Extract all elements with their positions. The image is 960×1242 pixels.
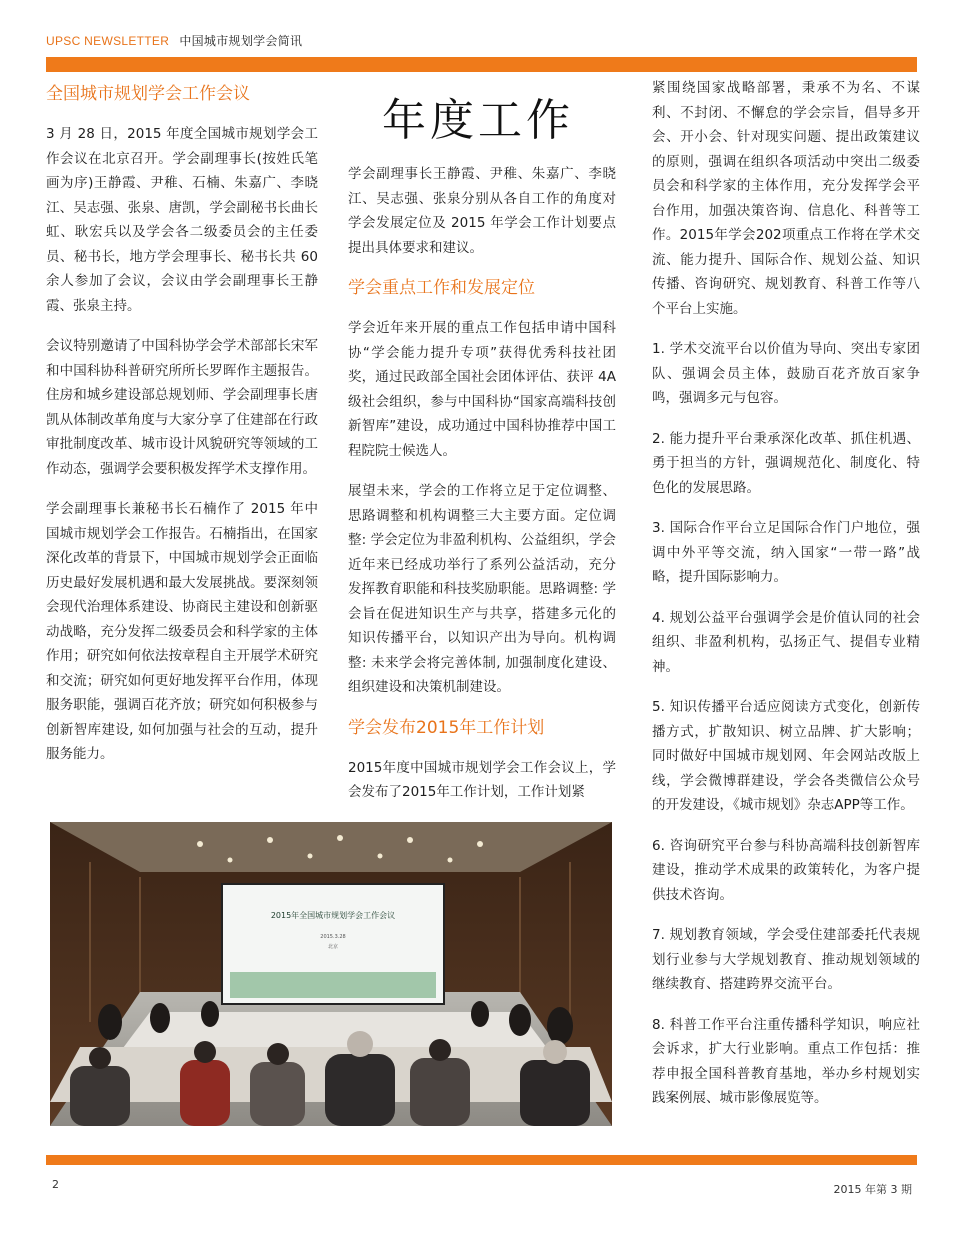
list-item: 7. 规划教育领域，学会受住建部委托代表规划行业参与大学规划教育、推动规划领域的继续教育、搭建跨界交流平台。 <box>652 927 920 992</box>
paragraph: 会议特别邀请了中国科协学会学术部部长宋军和中国科协科普研究所所长罗晖作主题报告。住房和城乡建设部总规划师、学会副理事长唐凯从体制改革角度与大家分享了住建部在行政审批制度改革、城市设计风貌研究等领域的工作动态，强调学会要积极发挥学术支撑作用。 <box>46 338 318 477</box>
page-title: 年度工作 <box>382 95 574 146</box>
list-item: 2. 能力提升平台秉承深化改革、抓住机遇、勇于担当的方针，强调规范化、制度化、特色化的发展思路。 <box>652 430 920 496</box>
list-item: 5. 知识传播平台适应阅读方式变化，创新传播方式，扩散知识、树立品牌、扩大影响；同时做好中国城市规划网、年会网站改版上线，学会微博群建设，学会各类微信公众号的开发建设，《城市规划》杂志APP等工作。 <box>652 699 920 813</box>
column-left <box>46 82 318 783</box>
section-heading-workplan: 学会发布2015年工作计划 <box>348 717 545 738</box>
top-accent-bar <box>46 57 917 72</box>
paragraph: 学会近年来开展的重点工作包括申请中国科协“学会能力提升专项”获得优秀科技社团奖，通过民政部全国社会团体评估、获评 4A级社会组织，参与中国科协“国家高端科技创新智库”建设，成功通过中国科协推荐中国工程院院士候选人。 <box>348 320 616 459</box>
section-heading-positioning: 学会重点工作和发展定位 <box>348 278 535 298</box>
list-item: 4. 规划公益平台强调学会是价值认同的社会组织、非盈利机构，弘扬正气、提倡专业精神。 <box>652 609 920 675</box>
intro-paragraph: 学会副理事长王静霞、尹稚、朱嘉广、李晓江、吴志强、张泉分别从各自工作的角度对学会发展定位及 2015 年学会工作计划要点提出具体要求和建议。 <box>348 166 616 256</box>
paragraph: 紧围绕国家战略部署，秉承不为名、不谋利、不封闭、不懈怠的学会宗旨，倡导多开会、开小会、针对现实问题、提出政策建议的原则，强调在组织各项活动中突出二级委员会和科学家的主体作用，充分发挥学会平台作用，加强决策咨询、信息化、科普等工作。2015年学会202项重点工作将在学术交流、能力提升、国际合作、规划公益、知识传播、咨询研究、规划教育、科普工作等八个平台上实施。 <box>652 80 920 317</box>
newsletter-header <box>46 32 302 49</box>
paragraph: 2015年度中国城市规划学会工作会议上，学会发布了2015年工作计划，工作计划紧 <box>348 759 616 800</box>
brand-cn: 中国城市规划学会简讯 <box>179 34 303 48</box>
list-item: 3. 国际合作平台立足国际合作门户地位，强调中外平等交流，纳入国家“一带一路”战略，提升国际影响力。 <box>652 520 920 585</box>
section-heading-conference: 全国城市规划学会工作会议 <box>46 84 250 104</box>
paragraph: 3 月 28 日，2015 年度全国城市规划学会工作会议在北京召开。学会副理事长(按姓氏笔画为序)王静霞、尹稚、石楠、朱嘉广、李晓江、吴志强、张泉、唐凯，学会副秘书长曲长虹、耿宏兵以及学会各二级委员会的主任委员、秘书长，地方学会理事长、秘书长共 60 余人参加了会议，会议由学会副理事长王静霞、张泉主持。 <box>46 126 318 314</box>
screen-date: 2015.3.28 <box>320 934 346 940</box>
column-right <box>652 76 920 1127</box>
paragraph: 展望未来，学会的工作将立足于定位调整、思路调整和机构调整三大主要方面。定位调整: 学会定位为非盈利机构、公益组织，学会近年来已经成功举行了系列公益活动，充分发挥教育职能和科技奖励职能。思路调整: 学会旨在促进知识生产与共享，搭建多元化的知识传播平台，以知识产出为导向。机构调整: 未来学会将完善体制, 加强制度化建设、组织建设和决策机制建设。 <box>348 483 616 695</box>
column-middle <box>348 162 616 821</box>
brand-en: UPSC NEWSLETTER <box>46 34 170 48</box>
list-item: 8. 科普工作平台注重传播科学知识，响应社会诉求，扩大行业影响。重点工作包括：推荐申报全国科普教育基地，举办乡村规划实践案例展、城市影像展览等。 <box>652 1016 920 1106</box>
page-number: 2 <box>52 1178 59 1191</box>
screen-title: 2015年全国城市规划学会工作会议 <box>270 911 396 920</box>
bottom-accent-bar <box>46 1155 917 1165</box>
screen-place: 北京 <box>327 944 339 950</box>
issue-label: 2015 年第 3 期 <box>833 1183 912 1196</box>
paragraph: 学会副理事长兼秘书长石楠作了 2015 年中国城市规划学会工作报告。石楠指出，在国家深化改革的背景下，中国城市规划学会正面临历史最好发展机遇和最大发展挑战。要深刻领会现代治理体系建设、协商民主建设和创新驱动战略，充分发挥二级委员会和科学家的主体作用；研究如何依法按章程自主开展学术研究和交流；研究如何更好地发挥平台作用，体现服务职能，强调百花齐放；研究如何积极参与创新智库建设, 如何加强与社会的互动，提升服务能力。 <box>46 501 318 762</box>
conference-photo <box>50 822 612 1126</box>
list-item: 6. 咨询研究平台参与科协高端科技创新智库建设，推动学术成果的政策转化，为客户提供技术咨询。 <box>652 837 920 903</box>
list-item: 1. 学术交流平台以价值为导向、突出专家团队、强调会员主体，鼓励百花齐放百家争鸣，强调多元与包容。 <box>652 341 920 406</box>
